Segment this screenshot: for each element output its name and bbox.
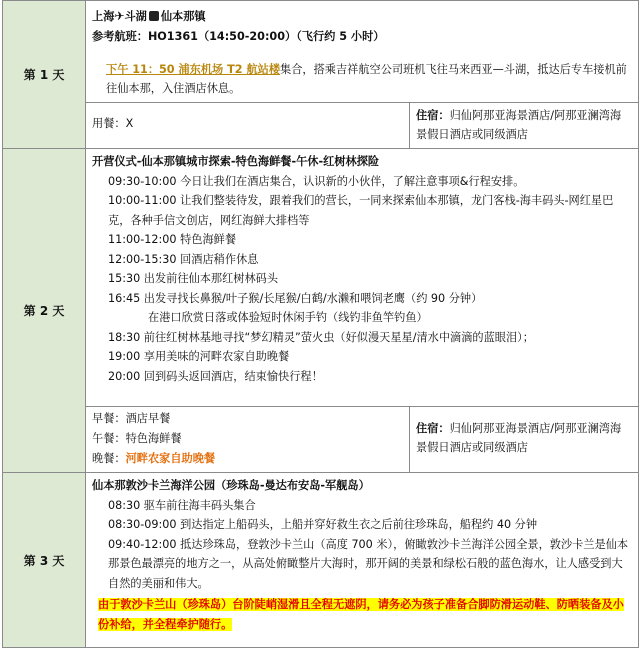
route-origin: 上海 <box>92 10 115 23</box>
day-1-detail <box>92 60 632 98</box>
day-3-label: 第 3 天 <box>3 473 86 648</box>
day-2-item: 20:00 回到码头返回酒店，结束愉快行程！ <box>108 369 323 383</box>
route-destination: 仙本那镇 <box>160 10 206 23</box>
stay-label: 住宿： <box>416 422 450 435</box>
day-2-item: 12:00-15:30 回酒店稍作休息 <box>108 252 259 266</box>
meeting-point: 下午 11：50 浦东机场 T2 航站楼 <box>106 63 281 76</box>
day-2-stay-cell <box>410 407 639 473</box>
day-2-lunch: 午餐：特色海鲜餐 <box>92 432 182 445</box>
day-2-item: 16:45 出发寻找长鼻猴/叶子猴/长尾猴/白鹤/水濑和喂饲老鹰（约 90 分钟） <box>108 291 483 305</box>
day-3-item: 08:30-09:00 到达指定上船码头，上船并穿好救生衣之后前往珍珠岛，船程约 40 分钟 <box>108 518 538 531</box>
day-3-item: 08:30 驱车前往海丰码头集合 <box>108 498 256 512</box>
day-2-item: 09:30-10:00 今日让我们在酒店集合，认识新的小伙伴，了解注意事项&行程安排。 <box>108 174 525 188</box>
airplane-icon: ✈ <box>114 9 125 23</box>
bus-icon <box>149 11 159 21</box>
day-2-meal-cell <box>86 407 410 473</box>
day-1-meal: 用餐：X <box>92 117 134 130</box>
day-1-flight: 参考航班：HO1361（14:50-20:00）（飞行约 5 小时） <box>92 29 385 43</box>
day-2-item: 19:00 享用美味的河畔农家自助晚餐 <box>108 350 290 363</box>
day-2-breakfast: 早餐：酒店早餐 <box>92 412 171 425</box>
day-1-stay <box>410 103 638 148</box>
day-2-dinner <box>92 449 403 469</box>
stay-text: 归仙阿那亚海景酒店/阿那亚澜湾海景假日酒店或同级酒店 <box>416 109 622 141</box>
day-3-title: 仙本那敦沙卡兰海洋公园（珍珠岛-曼达布安岛-军舰岛） <box>92 479 370 492</box>
day-1-detail-text: 集合，搭乘吉祥航空公司班机飞往马来西亚—斗湖，抵达后专车接机前往仙本那，入住酒店休息。 <box>106 63 627 95</box>
day-2-label: 第 2 天 <box>3 149 86 473</box>
day-1-content <box>86 1 639 103</box>
day-1-route <box>92 7 632 27</box>
day-2-content <box>86 149 639 407</box>
day-3-content <box>86 473 639 648</box>
day-2-item: 18:30 前往红树林基地寻找“梦幻精灵”萤火虫（好似漫天星星/清水中滴滴的蓝眼泪）； <box>108 330 534 344</box>
safety-warning: 由于敦沙卡兰山（珍珠岛）台阶陡峭湿滑且全程无遮阴，请务必为孩子准备合脚防滑运动鞋、防晒装备及小份补给，并全程牵护随行。 <box>98 598 624 631</box>
dinner-highlight: 河畔农家自助晚餐 <box>125 452 216 465</box>
day-2-stay <box>410 407 638 461</box>
stay-label: 住宿： <box>416 109 450 122</box>
day-1-stay-cell <box>410 103 639 149</box>
stay-text: 归仙阿那亚海景酒店/阿那亚澜湾海景假日酒店或同级酒店 <box>416 422 622 454</box>
route-stop: 斗湖 <box>124 10 147 23</box>
day-2-title: 开营仪式-仙本那镇城市探索-特色海鲜餐-午休-红树林探险 <box>92 155 380 168</box>
day-2-item: 10:00-11:00 让我们整装待发，跟着我们的营长，一同来探索仙本那镇，龙门客栈-海丰码头-网红星巴克，各种手信文创店，网红海鲜大排档等 <box>108 194 614 227</box>
day-3-item: 09:40-12:00 抵达珍珠岛，登敦沙卡兰山（高度 700 米），俯瞰敦沙卡兰海洋公园全景，敦沙卡兰是仙本那景色最漂亮的地方之一，从高处俯瞰整片大海时，那开阔的美景和绿松石般的蓝色海水，让人感受到大自然的美丽和伟大。 <box>108 537 629 590</box>
day-2-item: 在港口欣赏日落或体验短时休闲手钓（线钓非鱼竿钓鱼） <box>148 311 428 324</box>
day-2-item: 11:00-12:00 特色海鲜餐 <box>108 233 237 246</box>
day-1-meal-cell <box>86 103 410 149</box>
dinner-label: 晚餐： <box>92 452 126 465</box>
day-2-item: 15:30 出发前往仙本那红树林码头 <box>108 272 279 285</box>
day-1-label: 第 1 天 <box>3 1 86 149</box>
